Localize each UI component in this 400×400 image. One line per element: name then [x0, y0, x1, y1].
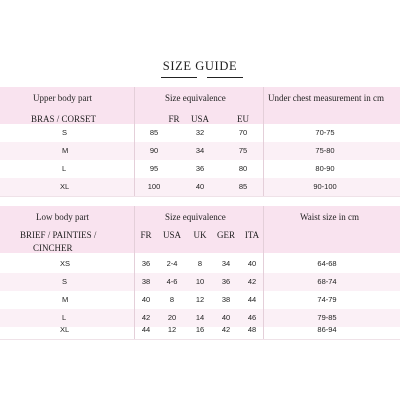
upper-equiv-label: Size equivalence — [165, 93, 226, 103]
upper-part-label: Upper body part — [33, 93, 92, 103]
column-divider — [134, 206, 135, 339]
lower-part-label: Low body part — [36, 212, 89, 222]
table-row: L 42 20 14 40 46 79-85 — [0, 309, 400, 327]
upper-bottom-divider — [0, 196, 400, 197]
table-row: XL 100 40 85 90-100 — [0, 178, 400, 196]
column-divider — [263, 87, 264, 196]
lower-col-ita: ITA — [244, 230, 260, 240]
column-divider — [263, 206, 264, 339]
upper-col-usa: USA — [190, 114, 209, 124]
lower-col-ger: GER — [217, 230, 235, 240]
lower-type-label-1: BRIEF / PAINTIES / — [20, 230, 97, 240]
table-row: XL 44 12 16 42 48 86-94 — [60, 325, 337, 334]
table-row: M 40 8 12 38 44 74-79 — [62, 295, 337, 304]
page-title: SIZE GUIDE — [162, 59, 238, 73]
upper-col-eu: EU — [237, 114, 249, 124]
page-title-wrap — [0, 57, 400, 75]
upper-measure-label: Under chest measurement in cm — [268, 93, 384, 103]
lower-col-usa: USA — [162, 230, 181, 240]
title-underline-right — [207, 77, 243, 78]
table-row: S 85 32 70 70-75 — [62, 128, 335, 137]
column-divider — [134, 87, 135, 196]
lower-col-uk: UK — [193, 230, 207, 240]
lower-bottom-divider — [0, 339, 400, 340]
upper-type-label: BRAS / CORSET — [31, 114, 97, 124]
lower-equiv-label: Size equivalence — [165, 212, 226, 222]
table-row: XS 36 2-4 8 34 40 64-68 — [60, 259, 337, 268]
lower-measure-label: Waist size in cm — [300, 212, 360, 222]
title-underline-left — [161, 77, 197, 78]
table-row: M 90 34 75 75-80 — [0, 142, 400, 160]
lower-col-fr: FR — [140, 230, 152, 240]
table-row: S 38 4-6 10 36 42 68-74 — [0, 273, 400, 291]
lower-type-label-2: CINCHER — [33, 243, 73, 253]
upper-col-fr: FR — [168, 114, 180, 124]
table-row: L 95 36 80 80-90 — [62, 164, 335, 173]
